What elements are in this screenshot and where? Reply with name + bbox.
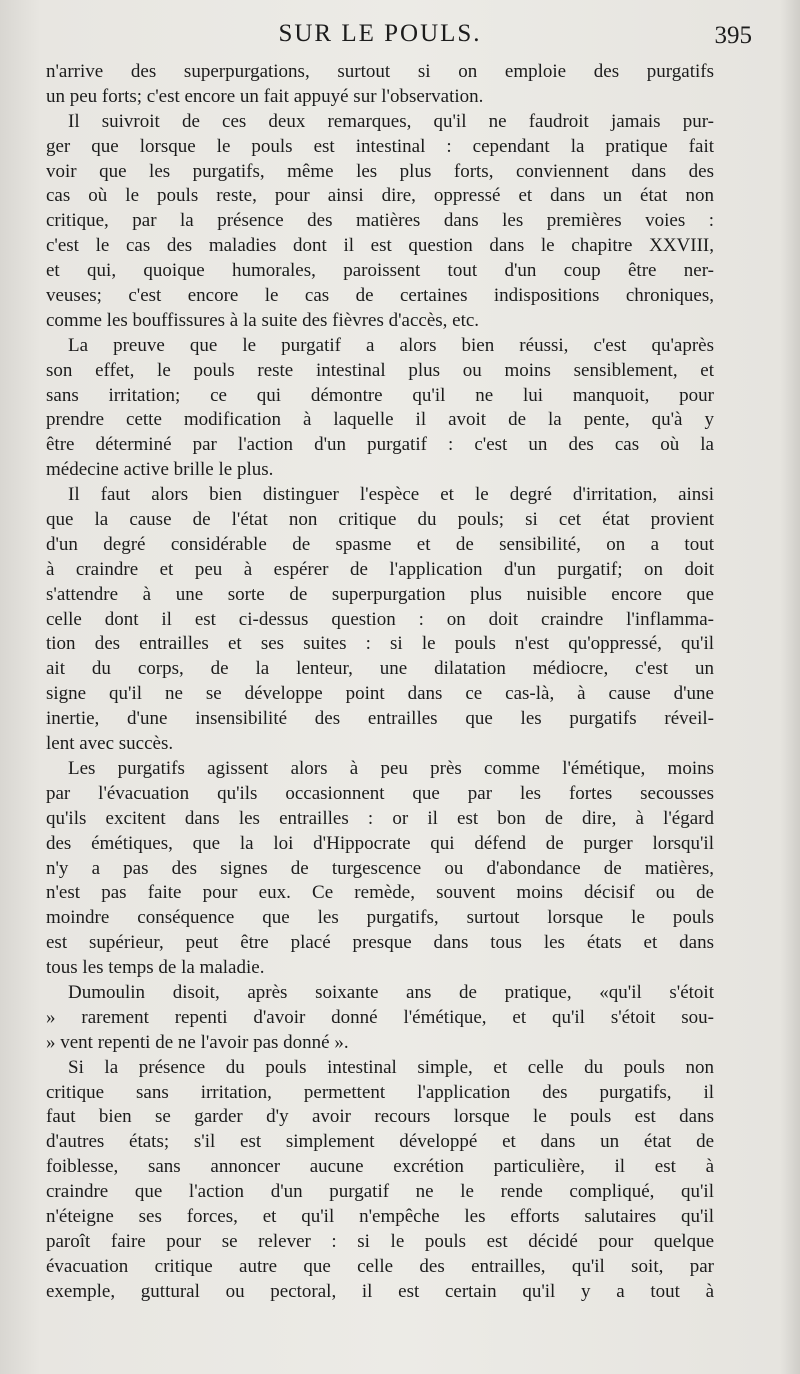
text-line: critique, par la présence des matières dans les premières voies : — [46, 210, 714, 232]
text-line: La preuve que le purgatif a alors bien réussi, c'est qu'après — [68, 334, 714, 356]
text-line: un peu forts; c'est encore un fait appuyé sur l'observation. — [46, 85, 484, 107]
text-line: inertie, d'une insensibilité des entrailles que les purgatifs réveil- — [46, 708, 714, 730]
text-line: ger que lorsque le pouls est intestinal : cependant la pratique fait — [46, 135, 714, 157]
text-line: Si la présence du pouls intestinal simple, et celle du pouls non — [68, 1056, 714, 1078]
text-line: son effet, le pouls reste intestinal plus ou moins sensiblement, et — [46, 359, 714, 381]
text-line: par l'évacuation qu'ils occasionnent que par les fortes secousses — [46, 782, 714, 804]
text-line: est supérieur, peut être placé presque dans tous les états et dans — [46, 932, 714, 954]
text-line: Il faut alors bien distinguer l'espèce et le degré d'irritation, ainsi — [68, 484, 714, 506]
text-line: voir que les purgatifs, même les plus forts, conviennent dans des — [46, 160, 714, 182]
text-line: paroît faire pour se relever : si le pouls est décidé pour quelque — [46, 1230, 714, 1252]
text-line: c'est le cas des maladies dont il est question dans le chapitre XXVIII, — [46, 235, 714, 257]
text-line: évacuation critique autre que celle des entrailles, qu'il soit, par — [46, 1255, 714, 1277]
text-line: faut bien se garder d'y avoir recours lorsque le pouls est dans — [46, 1106, 714, 1128]
text-line: veuses; c'est encore le cas de certaines indispositions chroniques, — [46, 285, 714, 307]
text-line: comme les bouffissures à la suite des fièvres d'accès, etc. — [46, 309, 480, 331]
running-title: SUR LE POULS. — [278, 20, 482, 47]
page-number: 395 — [714, 22, 752, 49]
text-line: exemple, guttural ou pectoral, il est certain qu'il y a tout à — [46, 1280, 714, 1302]
text-line: Dumoulin disoit, après soixante ans de pratique, «qu'il s'étoit — [68, 981, 714, 1003]
text-line: n'arrive des superpurgations, surtout si on emploie des purgatifs — [46, 61, 714, 82]
text-line: que la cause de l'état non critique du pouls; si cet état provient — [46, 509, 714, 531]
text-line: s'attendre à une sorte de superpurgation plus nuisible encore que — [46, 583, 714, 605]
text-line: foiblesse, sans annoncer aucune excrétion particulière, il est à — [46, 1156, 714, 1178]
text-line: qu'ils excitent dans les entrailles : or il est bon de dire, à l'égard — [46, 807, 714, 829]
text-line: moindre conséquence que les purgatifs, surtout lorsque le pouls — [46, 907, 714, 929]
text-line: n'y a pas des signes de turgescence ou d'abondance de matières, — [46, 857, 714, 879]
text-line: des émétiques, que la loi d'Hippocrate qui défend de purger lorsqu'il — [46, 832, 714, 854]
text-line: » vent repenti de ne l'avoir pas donné ». — [46, 1031, 349, 1053]
text-line: n'éteigne ses forces, et qu'il n'empêche les efforts salutaires qu'il — [46, 1205, 714, 1227]
text-line: être déterminé par l'action d'un purgatif : c'est un des cas où la — [46, 434, 714, 456]
text-line: sans irritation; ce qui démontre qu'il ne lui manquoit, pour — [46, 384, 714, 406]
text-line: » rarement repenti d'avoir donné l'émétique, et qu'il s'étoit sou- — [46, 1006, 714, 1028]
text-line: celle dont il est ci-dessus question : on doit craindre l'inflamma- — [46, 608, 714, 630]
text-line: n'est pas faite pour eux. Ce remède, souvent moins décisif ou de — [46, 882, 714, 904]
text-line: médecine active brille le plus. — [46, 459, 274, 481]
text-line: Les purgatifs agissent alors à peu près comme l'émétique, moins — [68, 757, 714, 779]
text-line: Il suivroit de ces deux remarques, qu'il ne faudroit jamais pur- — [68, 110, 714, 132]
text-line: critique sans irritation, permettent l'application des purgatifs, il — [46, 1081, 714, 1103]
text-line: craindre que l'action d'un purgatif ne le rende compliqué, qu'il — [46, 1181, 714, 1203]
text-line: cas où le pouls reste, pour ainsi dire, oppressé et dans un état non — [46, 185, 714, 207]
page-header — [0, 20, 800, 60]
text-line: lent avec succès. — [46, 733, 174, 755]
text-line: ait du corps, de la lenteur, une dilatation médiocre, c'est un — [46, 658, 714, 680]
text-line: à craindre et peu à espérer de l'application d'un purgatif; on doit — [46, 558, 714, 580]
text-line: et qui, quoique humorales, paroissent tout d'un coup être ner- — [46, 260, 714, 282]
text-line: tous les temps de la maladie. — [46, 957, 265, 979]
text-line: d'un degré considérable de spasme et de sensibilité, on a tout — [46, 533, 714, 555]
text-line: d'autres états; s'il est simplement développé et dans un état de — [46, 1131, 714, 1153]
text-line: signe qu'il ne se développe point dans ce cas-là, à cause d'une — [46, 683, 714, 705]
text-line: tion des entrailles et ses suites : si le pouls n'est qu'oppressé, qu'il — [46, 633, 714, 655]
text-line: prendre cette modification à laquelle il avoit de la pente, qu'à y — [46, 409, 714, 431]
body-text — [46, 60, 714, 1305]
